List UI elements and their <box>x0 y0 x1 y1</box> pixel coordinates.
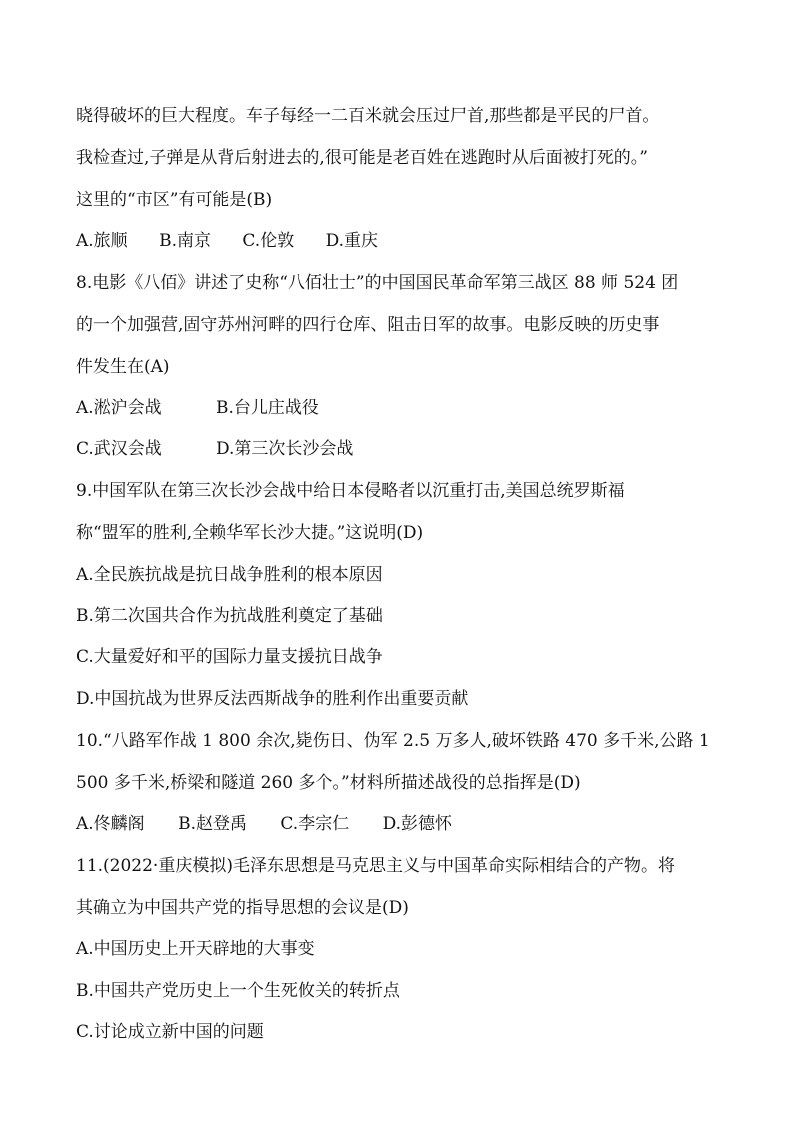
option-a: A.佟麟阁 <box>76 814 145 834</box>
option-a: A.淞沪会战 <box>76 398 162 418</box>
option-d: D.中国抗战为世界反法西斯战争的胜利作出重要贡献 <box>76 689 469 709</box>
options-row <box>76 812 480 836</box>
option-a: A.中国历史上开天辟地的大事变 <box>76 939 315 959</box>
question-8-line: 件发生在(A) <box>76 357 170 377</box>
question-8-line: 的一个加强营,固守苏州河畔的四行仓库、阻击日军的故事。电影反映的历史事 <box>76 315 660 335</box>
question-10-line: 10.“八路军作战 1 800 余次,毙伤日、伪军 2.5 万多人,破坏铁路 470 多千米,公路 1 <box>76 731 710 751</box>
option-a: A.全民族抗战是抗日战争胜利的根本原因 <box>76 565 383 585</box>
option-c: C.伦敦 <box>242 231 295 251</box>
text-line: 我检查过,子弹是从背后射进去的,很可能是老百姓在逃跑时从后面被打死的。” <box>76 148 648 168</box>
question-8-line: 8.电影《八佰》讲述了史称“八佰壮士”的中国国民革命军第三战区 88 师 524 团 <box>76 273 679 293</box>
text-line: 这里的“市区”有可能是(B) <box>76 190 273 210</box>
text-line: 晓得破坏的巨大程度。车子每经一二百米就会压过尸首,那些都是平民的尸首。 <box>76 106 660 126</box>
question-11-line: 其确立为中国共产党的指导思想的会议是(D) <box>76 898 409 918</box>
question-9-line: 9.中国军队在第三次长沙会战中给日本侵略者以沉重打击,美国总统罗斯福 <box>76 481 625 501</box>
option-c: C.讨论成立新中国的问题 <box>76 1022 264 1042</box>
option-b: B.南京 <box>159 231 211 251</box>
options-row <box>76 437 353 461</box>
option-c: C.李宗仁 <box>280 814 350 834</box>
option-d: D.第三次长沙会战 <box>216 439 354 459</box>
options-row <box>76 229 404 253</box>
option-d: D.重庆 <box>325 231 379 251</box>
option-c: C.大量爱好和平的国际力量支援抗日战争 <box>76 647 383 667</box>
question-9-line: 称“盟军的胜利,全赖华军长沙大捷。”这说明(D) <box>76 523 424 543</box>
option-b: B.第二次国共合作为抗战胜利奠定了基础 <box>76 606 383 626</box>
option-c: C.武汉会战 <box>76 439 162 459</box>
question-11-line: 11.(2022·重庆模拟)毛泽东思想是马克思主义与中国革命实际相结合的产物。将 <box>76 856 675 876</box>
option-b: B.中国共产党历史上一个生死攸关的转折点 <box>76 981 400 1001</box>
question-10-line: 500 多千米,桥梁和隧道 260 多个。”材料所描述战役的总指挥是(D) <box>76 773 581 793</box>
option-b: B.赵登禹 <box>178 814 247 834</box>
option-b: B.台儿庄战役 <box>216 398 319 418</box>
option-a: A.旅顺 <box>76 231 128 251</box>
option-d: D.彭德怀 <box>382 814 453 834</box>
options-row <box>76 396 319 420</box>
